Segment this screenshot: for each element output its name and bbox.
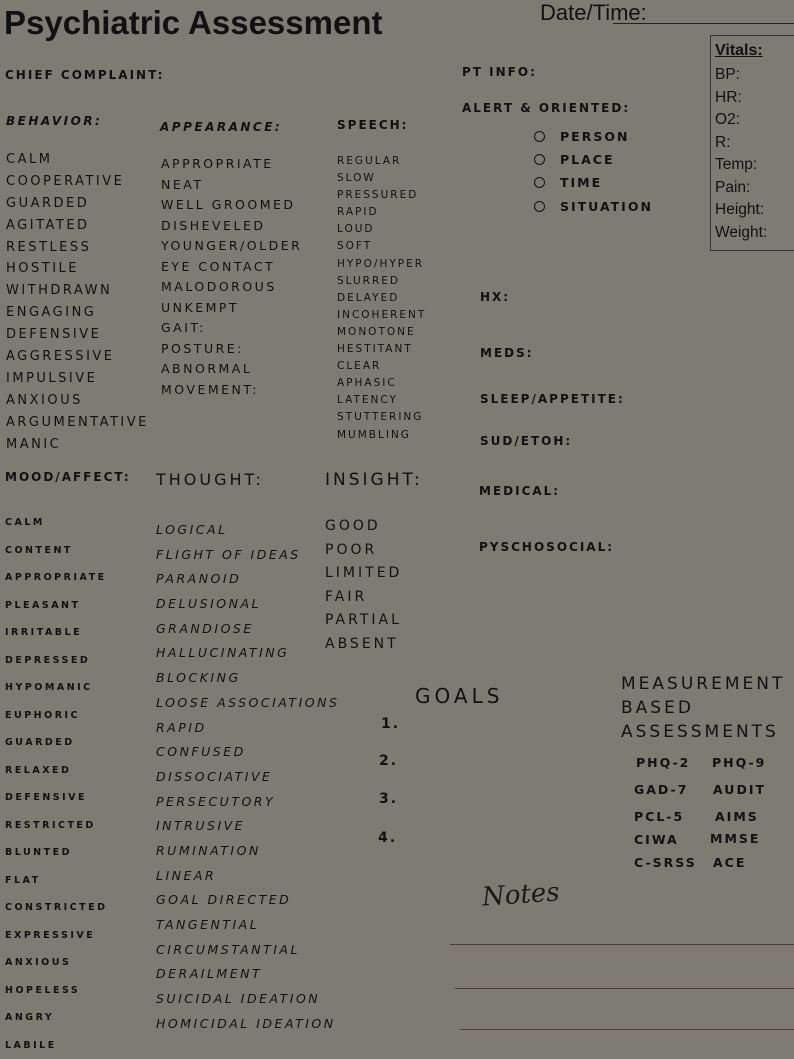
- mba-item[interactable]: AUDIT: [713, 782, 766, 797]
- goals-label: GOALS: [415, 684, 504, 708]
- mood-item[interactable]: CONTENT: [5, 544, 73, 556]
- vitals-list: [715, 64, 767, 244]
- behavior-item[interactable]: HOSTILE: [6, 261, 79, 277]
- thought-item[interactable]: CONFUSED: [156, 744, 246, 760]
- pt-info-label: PT INFO:: [462, 65, 537, 79]
- behavior-item[interactable]: MANIC: [6, 436, 62, 452]
- chief-complaint-label: CHIEF COMPLAINT:: [5, 68, 165, 82]
- mba-item[interactable]: GAD-7: [634, 782, 689, 797]
- mood-item[interactable]: IRRITABLE: [5, 627, 83, 638]
- alert-oriented-label: ALERT & ORIENTED:: [462, 101, 631, 115]
- insight-item[interactable]: POOR: [325, 541, 378, 558]
- vital-item[interactable]: HR:: [715, 88, 742, 106]
- appearance-item[interactable]: NEAT: [161, 176, 204, 192]
- mood-item[interactable]: CONSTRICTED: [5, 902, 108, 913]
- thought-item[interactable]: RUMINATION: [156, 842, 261, 858]
- mba-item[interactable]: PHQ-9: [712, 755, 767, 770]
- ao-option[interactable]: PERSON: [534, 125, 653, 148]
- vital-item[interactable]: Weight:: [715, 223, 768, 241]
- mood-item[interactable]: PLEASANT: [5, 599, 81, 611]
- sleep-appetite-label: SLEEP/APPETITE:: [480, 392, 625, 406]
- mood-list: [5, 509, 108, 1059]
- speech-item[interactable]: INCOHERENT: [337, 308, 427, 321]
- speech-item[interactable]: PRESSURED: [337, 189, 419, 202]
- appearance-list: [161, 154, 302, 400]
- insight-item[interactable]: PARTIAL: [325, 612, 402, 628]
- appearance-item[interactable]: DISHEVELED: [161, 217, 266, 233]
- mba-item[interactable]: AIMS: [715, 809, 759, 824]
- behavior-item[interactable]: AGGRESSIVE: [6, 349, 115, 365]
- behavior-item[interactable]: CALM: [6, 152, 53, 167]
- radio-icon[interactable]: [534, 154, 545, 165]
- mood-item[interactable]: EXPRESSIVE: [5, 929, 96, 941]
- mood-label: MOOD/AFFECT:: [5, 470, 131, 484]
- mood-item[interactable]: ANGRY: [5, 1012, 55, 1023]
- speech-item[interactable]: HYPO/HYPER: [337, 257, 425, 270]
- speech-item[interactable]: APHASIC: [337, 377, 397, 390]
- thought-item[interactable]: RAPID: [156, 719, 207, 735]
- thought-item[interactable]: LINEAR: [156, 867, 217, 883]
- thought-item[interactable]: PARANOID: [156, 571, 242, 587]
- goal-number[interactable]: 2.: [379, 753, 399, 769]
- thought-item[interactable]: DISSOCIATIVE: [156, 768, 273, 784]
- appearance-item[interactable]: WELL GROOMED: [161, 197, 296, 212]
- mood-item[interactable]: EUPHORIC: [5, 709, 81, 721]
- mood-item[interactable]: HOPELESS: [5, 984, 81, 996]
- speech-item[interactable]: LATENCY: [337, 394, 398, 407]
- vital-item[interactable]: Height:: [715, 201, 765, 218]
- appearance-item[interactable]: EYE CONTACT: [161, 258, 276, 274]
- mood-item[interactable]: RELAXED: [5, 764, 72, 776]
- behavior-item[interactable]: IMPULSIVE: [6, 370, 98, 386]
- mba-item[interactable]: PCL-5: [634, 809, 685, 824]
- thought-item[interactable]: HOMICIDAL IDEATION: [156, 1015, 336, 1031]
- thought-item[interactable]: BLOCKING: [156, 670, 241, 686]
- notes-line[interactable]: [450, 944, 794, 945]
- behavior-item[interactable]: ANXIOUS: [6, 392, 83, 408]
- ao-option[interactable]: PLACE: [534, 148, 653, 171]
- vital-item[interactable]: R:: [715, 133, 731, 151]
- notes-line[interactable]: [460, 1029, 794, 1030]
- behavior-item[interactable]: RESTLESS: [6, 239, 92, 255]
- thought-item[interactable]: PERSECUTORY: [156, 793, 276, 809]
- thought-item[interactable]: HALLUCINATING: [156, 645, 290, 661]
- mood-item[interactable]: FLAT: [5, 874, 41, 886]
- mood-item[interactable]: GUARDED: [5, 737, 75, 748]
- speech-item[interactable]: SLOW: [337, 172, 376, 185]
- behavior-item[interactable]: ENGAGING: [6, 305, 97, 321]
- goal-number[interactable]: 3.: [379, 791, 399, 807]
- datetime-label: Date/Time:: [540, 0, 647, 25]
- vital-item[interactable]: BP:: [715, 66, 740, 83]
- speech-item[interactable]: CLEAR: [337, 360, 382, 373]
- thought-item[interactable]: GOAL DIRECTED: [156, 892, 292, 908]
- mba-item[interactable]: ACE: [713, 855, 747, 870]
- thought-list: [156, 518, 339, 1036]
- mood-item[interactable]: DEPRESSED: [5, 654, 91, 666]
- behavior-item[interactable]: GUARDED: [6, 195, 90, 211]
- mood-item[interactable]: DEFENSIVE: [5, 792, 88, 803]
- goal-number[interactable]: 1.: [381, 716, 401, 732]
- mood-item[interactable]: HYPOMANIC: [5, 682, 93, 693]
- appearance-item[interactable]: UNKEMPT: [161, 299, 240, 315]
- appearance-item[interactable]: GAIT:: [161, 320, 206, 335]
- behavior-item[interactable]: WITHDRAWN: [6, 283, 113, 299]
- thought-label: THOUGHT:: [156, 470, 264, 489]
- medical-label: MEDICAL:: [479, 484, 561, 498]
- speech-item[interactable]: MUMBLING: [337, 428, 411, 441]
- radio-icon[interactable]: [534, 201, 545, 212]
- speech-item[interactable]: DELAYED: [337, 291, 400, 304]
- mba-item[interactable]: CIWA: [634, 832, 679, 847]
- mood-item[interactable]: APPROPRIATE: [5, 572, 107, 583]
- mood-item[interactable]: BLUNTED: [5, 847, 72, 858]
- psychosocial-label: PYSCHOSOCIAL:: [479, 540, 615, 554]
- speech-item[interactable]: HESTITANT: [337, 343, 413, 356]
- insight-item[interactable]: LIMITED: [325, 565, 403, 581]
- notes-line[interactable]: [455, 988, 794, 989]
- vital-item[interactable]: O2:: [715, 111, 740, 128]
- mood-item[interactable]: LABILE: [5, 1039, 57, 1051]
- mood-item[interactable]: RESTRICTED: [5, 819, 96, 831]
- insight-list: [325, 515, 402, 656]
- mood-item[interactable]: CALM: [5, 517, 45, 528]
- thought-item[interactable]: INTRUSIVE: [156, 818, 246, 834]
- mba-item[interactable]: MMSE: [710, 831, 761, 846]
- thought-item[interactable]: DERAILMENT: [156, 966, 263, 982]
- appearance-item[interactable]: ABNORMAL: [161, 361, 253, 376]
- vitals-title: Vitals:: [715, 42, 763, 59]
- appearance-item[interactable]: POSTURE:: [161, 340, 244, 356]
- thought-item[interactable]: GRANDIOSE: [156, 620, 254, 636]
- mba-item[interactable]: PHQ-2: [636, 755, 691, 770]
- mood-item[interactable]: ANXIOUS: [5, 957, 72, 968]
- behavior-list: [6, 149, 149, 455]
- behavior-label: BEHAVIOR:: [6, 114, 103, 128]
- speech-item[interactable]: SOFT: [337, 240, 373, 253]
- speech-list: [337, 153, 426, 444]
- speech-item[interactable]: STUTTERING: [337, 411, 424, 424]
- sud-etoh-label: SUD/ETOH:: [480, 434, 573, 448]
- notes-label: Notes: [481, 877, 561, 913]
- appearance-item[interactable]: YOUNGER/OLDER: [161, 238, 303, 253]
- speech-item[interactable]: REGULAR: [337, 155, 402, 167]
- behavior-item[interactable]: DEFENSIVE: [6, 327, 102, 343]
- speech-item[interactable]: LOUD: [337, 223, 375, 236]
- appearance-item[interactable]: MOVEMENT:: [161, 381, 259, 397]
- appearance-label: APPEARANCE:: [160, 120, 283, 134]
- goal-number[interactable]: 4.: [378, 830, 398, 846]
- behavior-item[interactable]: COOPERATIVE: [6, 173, 125, 189]
- behavior-item[interactable]: ARGUMENTATIVE: [6, 414, 149, 430]
- insight-item[interactable]: ABSENT: [325, 635, 399, 652]
- insight-label: INSIGHT:: [325, 470, 423, 490]
- hx-label: HX:: [480, 290, 511, 304]
- insight-item[interactable]: FAIR: [325, 588, 368, 605]
- radio-icon[interactable]: [534, 131, 545, 142]
- appearance-item[interactable]: MALODOROUS: [161, 279, 277, 294]
- thought-item[interactable]: LOOSE ASSOCIATIONS: [156, 694, 340, 710]
- speech-item[interactable]: RAPID: [337, 206, 379, 219]
- thought-item[interactable]: LOGICAL: [156, 522, 228, 537]
- mba-item[interactable]: C-SRSS: [634, 855, 697, 870]
- vital-item[interactable]: Pain:: [715, 178, 751, 196]
- meds-label: MEDS:: [480, 346, 534, 360]
- thought-item[interactable]: CIRCUMSTANTIAL: [156, 941, 300, 957]
- ao-option[interactable]: SITUATION: [534, 195, 653, 218]
- thought-item[interactable]: DELUSIONAL: [156, 596, 261, 612]
- speech-label: SPEECH:: [337, 118, 409, 132]
- datetime-field[interactable]: [613, 23, 794, 24]
- thought-item[interactable]: TANGENTIAL: [156, 917, 260, 932]
- thought-item[interactable]: SUICIDAL IDEATION: [156, 991, 321, 1007]
- ao-option[interactable]: TIME: [534, 171, 653, 194]
- speech-item[interactable]: MONOTONE: [337, 325, 416, 338]
- behavior-item[interactable]: AGITATED: [6, 217, 90, 233]
- page-title: Psychiatric Assessment: [4, 4, 383, 41]
- alert-oriented-options: [534, 125, 653, 218]
- appearance-item[interactable]: APPROPRIATE: [161, 156, 274, 171]
- mba-title: MEASUREMENT BASED ASSESSMENTS: [621, 674, 786, 742]
- vital-item[interactable]: Temp:: [715, 156, 758, 173]
- thought-item[interactable]: FLIGHT OF IDEAS: [156, 546, 301, 562]
- radio-icon[interactable]: [534, 177, 545, 188]
- insight-item[interactable]: GOOD: [325, 518, 381, 534]
- speech-item[interactable]: SLURRED: [337, 274, 400, 287]
